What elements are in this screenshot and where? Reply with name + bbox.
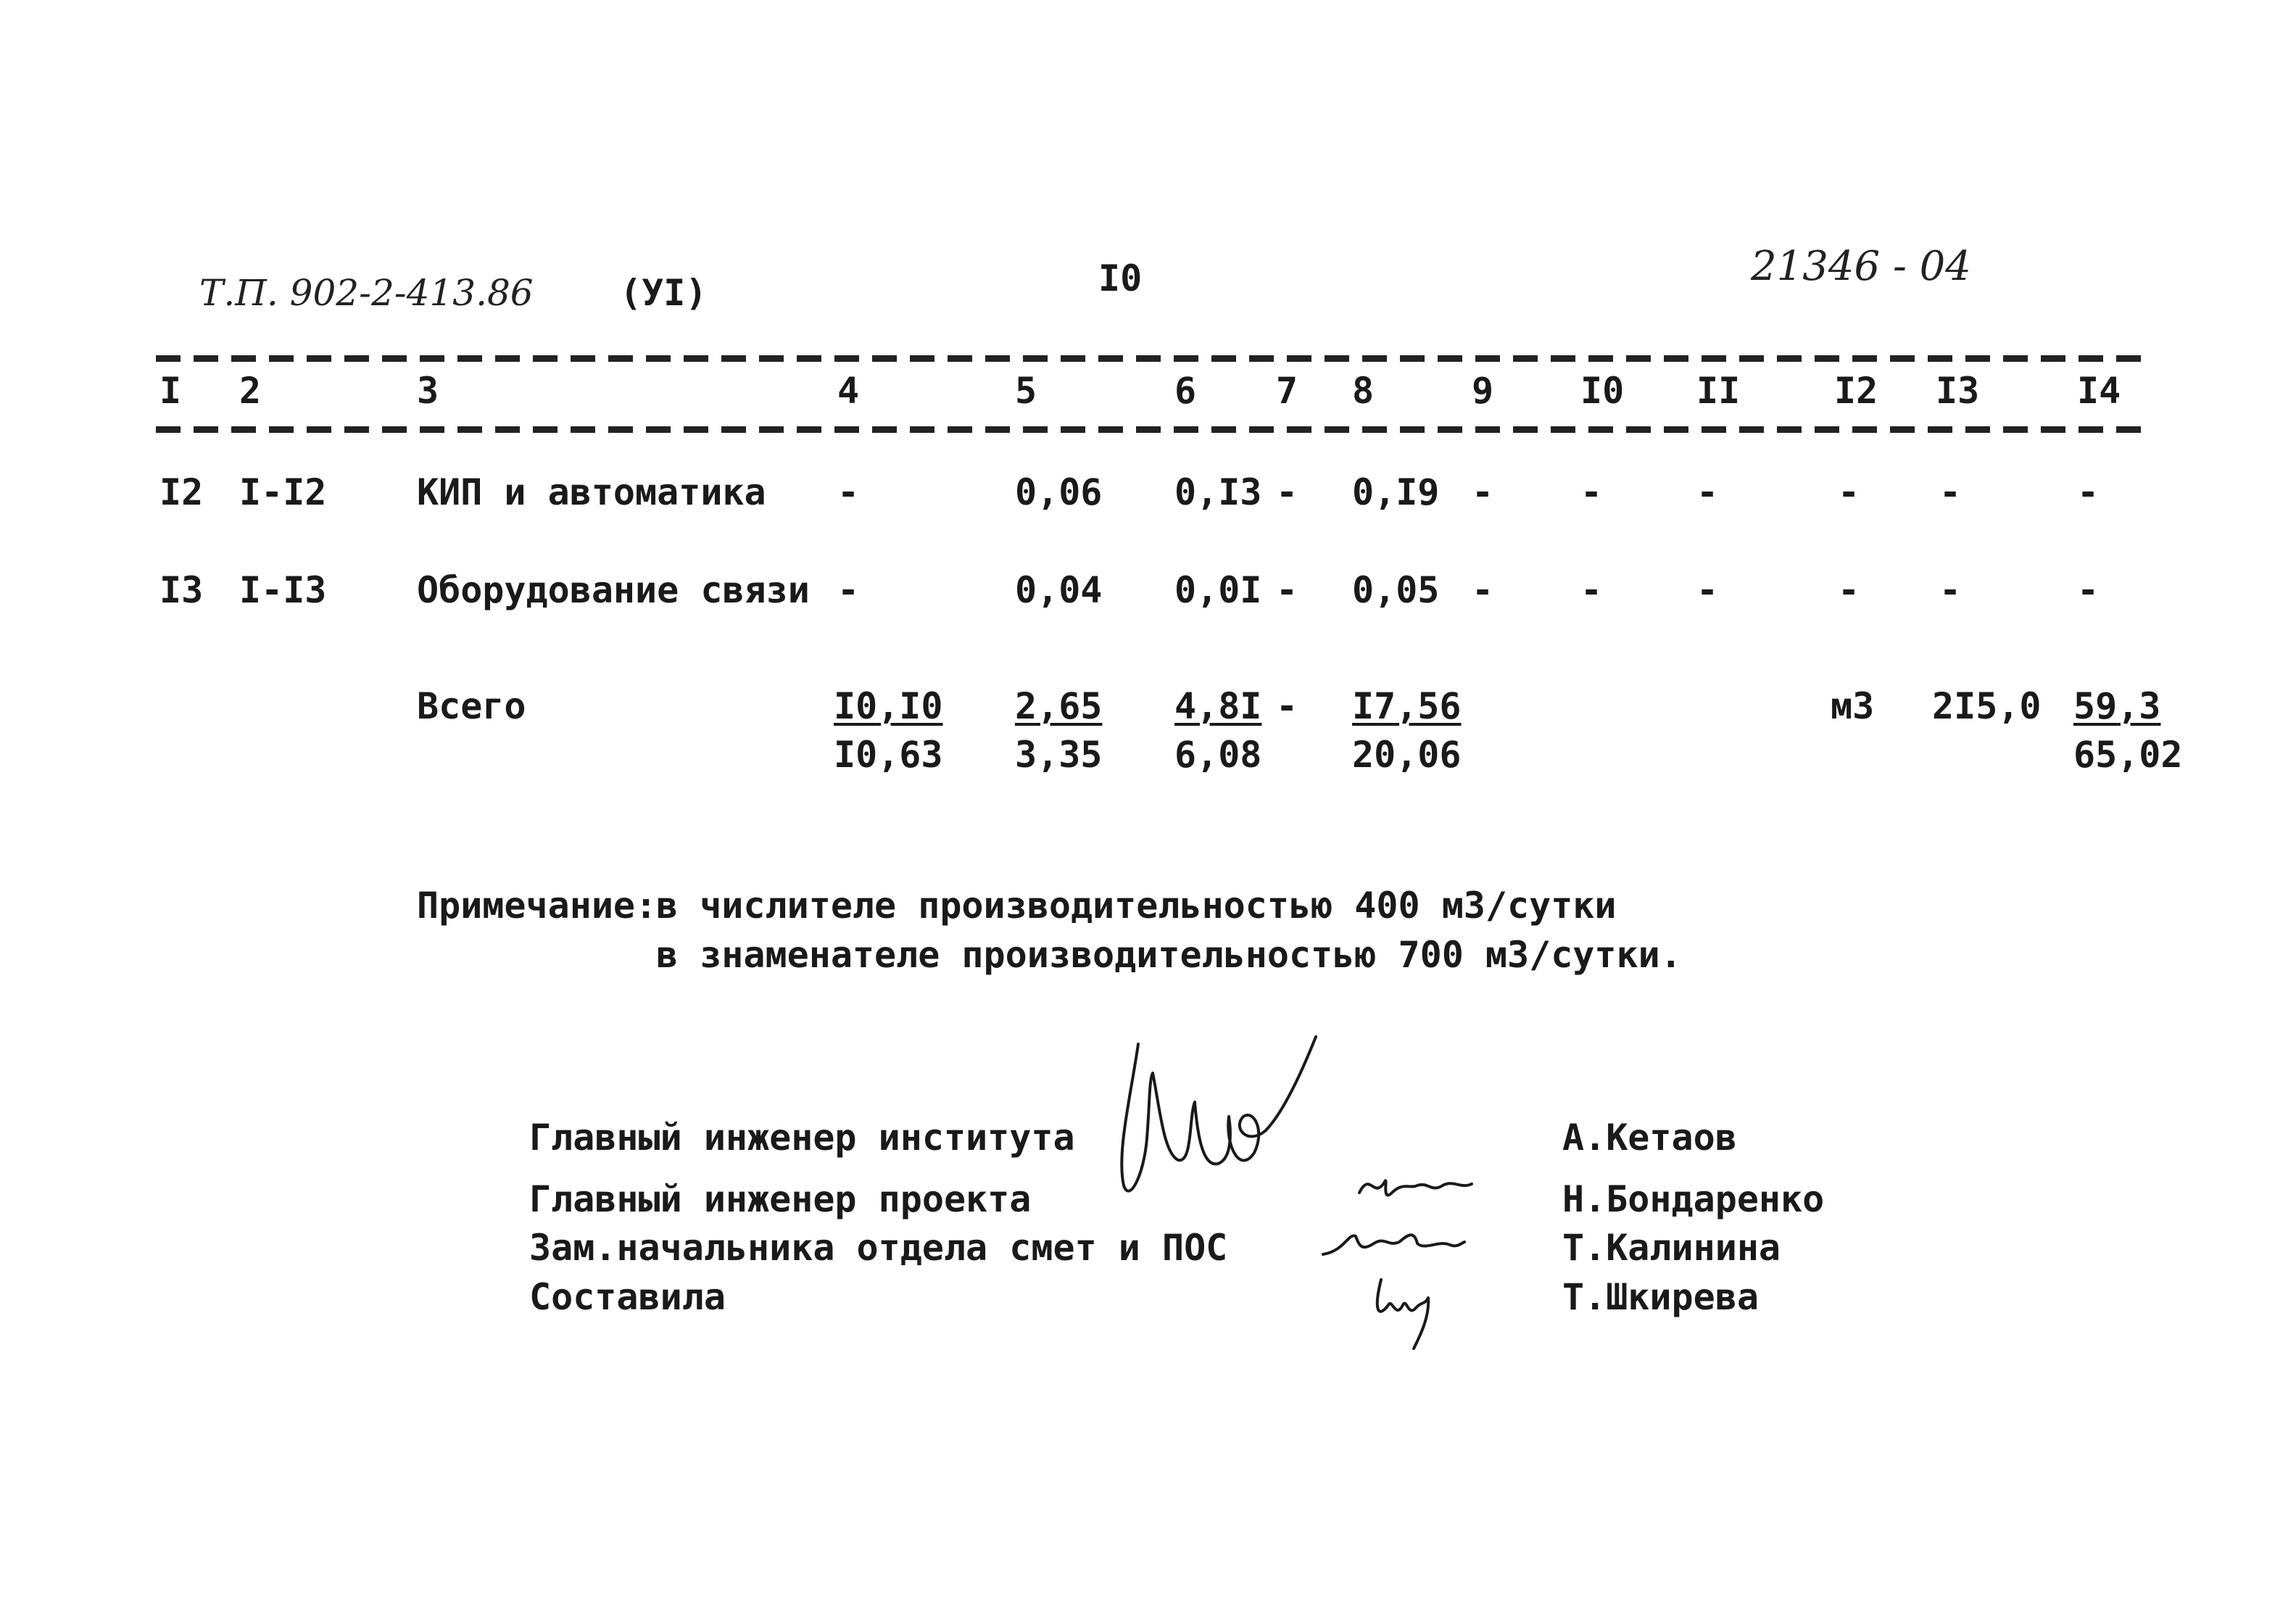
- cell: -: [2077, 471, 2100, 513]
- signature-mark: [1345, 1164, 1475, 1214]
- row-number: I2: [159, 471, 204, 513]
- cell: -: [1939, 569, 1962, 611]
- signature-mark: [1109, 1030, 1319, 1211]
- cell: -: [1472, 471, 1494, 513]
- cell: 0,06: [1015, 471, 1103, 513]
- cell: -: [837, 569, 860, 611]
- col-header: 8: [1352, 370, 1375, 412]
- signatory-title: Составила: [529, 1276, 726, 1318]
- col-header: II: [1696, 370, 1741, 412]
- cell: -: [1276, 569, 1298, 611]
- signature-mark: [1363, 1265, 1443, 1352]
- signatory-title: Главный инженер проекта: [529, 1178, 1032, 1220]
- col-header: 4: [837, 370, 860, 412]
- col-header: I4: [2077, 370, 2121, 412]
- header-rule-bottom: [156, 426, 2142, 433]
- total-numerator: I7,56: [1352, 685, 1462, 727]
- col-header: I: [159, 370, 182, 412]
- cell: -: [1838, 569, 1860, 611]
- total-denominator: 20,06: [1352, 734, 1462, 776]
- signatory-name: А.Кетаов: [1562, 1117, 1737, 1159]
- page-number: I0: [1098, 257, 1143, 299]
- col-header: I2: [1834, 370, 1878, 412]
- total-denominator: I0,63: [834, 734, 943, 776]
- row-name: КИП и автоматика: [417, 471, 766, 513]
- total-numerator: 4,8I: [1174, 685, 1262, 727]
- row-code: I-I2: [239, 471, 327, 513]
- col-header: I3: [1936, 370, 1980, 412]
- col-header: 7: [1276, 370, 1298, 412]
- row-code: I-I3: [239, 569, 327, 611]
- cell: 0,I3: [1174, 471, 1262, 513]
- col-header: 5: [1015, 370, 1037, 412]
- cell: 0,0I: [1174, 569, 1262, 611]
- col-header: 2: [239, 370, 262, 412]
- row-number: I3: [159, 569, 204, 611]
- document-code: Т.П. 902-2-413.86: [199, 272, 534, 314]
- section-number: (УI): [620, 272, 708, 314]
- cell: -: [1939, 471, 1962, 513]
- cell: 0,04: [1015, 569, 1103, 611]
- signatory-name: Т.Шкирева: [1562, 1276, 1759, 1318]
- total-numerator: 59,3: [2073, 685, 2161, 727]
- signatory-title: Зам.начальника отдела смет и ПОС: [529, 1227, 1228, 1269]
- album-number: 21346 - 04: [1751, 243, 1971, 290]
- header-rule-top: [156, 355, 2142, 362]
- note-label: Примечание:: [417, 885, 658, 927]
- cell: -: [1276, 685, 1298, 727]
- note-line: в знаменателе производительностью 700 м3/сутки.: [656, 934, 1682, 976]
- note-line: в числителе производительностью 400 м3/сутки: [656, 885, 1617, 927]
- cell: -: [1472, 569, 1494, 611]
- cell: -: [1580, 569, 1603, 611]
- cell: -: [2077, 569, 2100, 611]
- col-header: 9: [1472, 370, 1494, 412]
- cell: -: [1696, 569, 1719, 611]
- cell: 0,05: [1352, 569, 1440, 611]
- row-name: Оборудование связи: [417, 569, 810, 611]
- col-header: 3: [417, 370, 439, 412]
- cell: 0,I9: [1352, 471, 1440, 513]
- total-label: Всего: [417, 685, 526, 727]
- cell: -: [1580, 471, 1603, 513]
- cell: -: [1276, 471, 1298, 513]
- total-denominator: 65,02: [2073, 734, 2183, 776]
- col-header: I0: [1580, 370, 1625, 412]
- total-volume: 2I5,0: [1932, 685, 2042, 727]
- total-denominator: 3,35: [1015, 734, 1103, 776]
- signature-mark: [1316, 1222, 1468, 1265]
- signatory-name: Н.Бондаренко: [1562, 1178, 1825, 1220]
- col-header: 6: [1174, 370, 1197, 412]
- unit: м3: [1831, 685, 1875, 727]
- signatory-title: Главный инженер института: [529, 1117, 1075, 1159]
- cell: -: [837, 471, 860, 513]
- total-denominator: 6,08: [1174, 734, 1262, 776]
- cell: -: [1838, 471, 1860, 513]
- signatory-name: Т.Калинина: [1562, 1227, 1781, 1269]
- total-numerator: 2,65: [1015, 685, 1103, 727]
- total-numerator: I0,I0: [834, 685, 943, 727]
- cell: -: [1696, 471, 1719, 513]
